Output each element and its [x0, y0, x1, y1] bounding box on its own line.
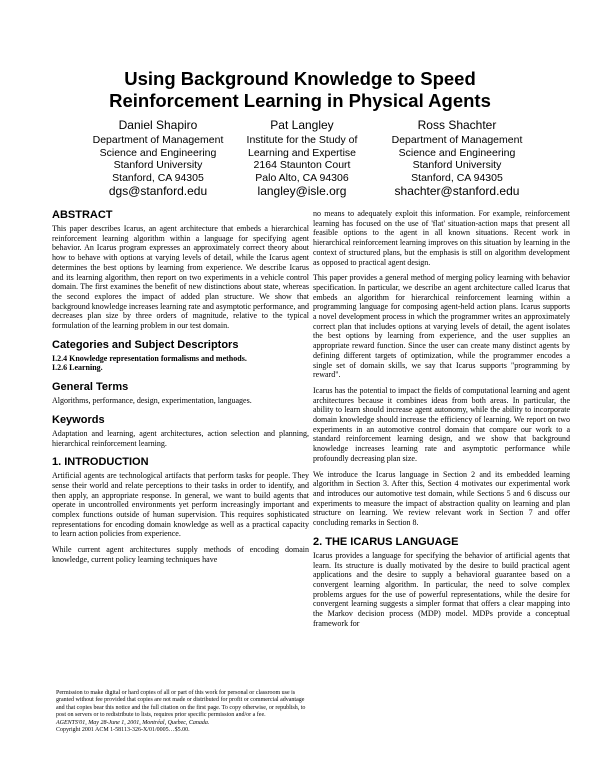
author-affiliation: Science and Engineering	[398, 146, 516, 159]
categories-heading: Categories and Subject Descriptors	[52, 338, 239, 351]
copyright-footnote	[56, 690, 306, 734]
title-line-1: Using Background Knowledge to Speed	[124, 68, 476, 89]
introduction-heading: 1. INTRODUCTION	[52, 456, 149, 469]
venue-text: AGENTS'01, May 28-June 1, 2001, Montréal, Quebec, Canada.	[56, 719, 210, 726]
author-affiliation: Stanford University	[113, 159, 203, 171]
keywords-heading: Keywords	[52, 413, 105, 426]
category-item: I.2.4 Knowledge representation formalisms and methods.	[52, 353, 247, 363]
author-affiliation: Department of Management	[391, 134, 523, 146]
intro-paragraph: Artificial agents are technological artifacts that perform tasks for people. They sense their world and relate perceptions to their tasks in order to identify, and then apply, an appropriate response. In general, we want to build agents that operate in uncontrolled environments yet perform increasingly important and complex functions outside of human supervision. This requires sophisticated representations for encoding domain knowledge as well as a practical capacity to learn action policies from experience.	[52, 471, 309, 539]
author-address: Palo Alto, CA 94306	[255, 171, 349, 184]
right-column	[313, 209, 570, 634]
body-paragraph: Icarus has the potential to impact the fields of computational learning and agent architectures because it combines ideas from both areas. In particular, the ability to learn should increase agent autonomy, while the ability to incorporate domain knowledge should increase the efficiency of learning. We report on two experiments in an automotive control domain that compare our work to a standard reinforcement learning design, and we show that background knowledge increases learning rate and asymptotic performance while profoundly decreasing plan size.	[313, 385, 570, 463]
left-column	[52, 209, 309, 571]
author-block-1	[88, 118, 228, 199]
author-address: Stanford, CA 94305	[112, 171, 204, 184]
body-paragraph: no means to adequately exploit this information. For example, reinforcement learning has focused on the use of 'flat' situation-action maps that present all feasible options to the agent in all known situations. Recent work in hierarchical reinforcement learning improves on this situation by learning in the context of structured plans, but the emphasis is still on algorithm development as opposed to practical agent design.	[313, 209, 570, 267]
author-affiliation: Learning and Expertise	[248, 146, 356, 159]
abstract-text: This paper describes Icarus, an agent architecture that embeds a hierarchical reinforcement learning algorithm within a language for specifying agent behavior. An Icarus program expresses an approximately correct theory about how to behave with options at varying levels of detail, while the Icarus agent determines the best options by learning from experience. We describe Icarus and its learning algorithm, then report on two experiments in a vehicle control domain. The first examines the benefit of new distinctions about state, whereas the second explores the impact of added plan structure. We show that background knowledge increases learning rate and asymptotic performance, and decreases plan size by three orders of magnitude, relative to the typical formulation of the learning problem in our test domain.	[52, 224, 310, 331]
author-email: dgs@stanford.edu	[108, 184, 208, 198]
author-email: shachter@stanford.edu	[394, 184, 520, 198]
general-terms-text: Algorithms, performance, design, experimentation, languages.	[52, 396, 252, 406]
paper-title	[0, 68, 600, 112]
general-terms-heading: General Terms	[52, 381, 129, 394]
title-line-2: Reinforcement Learning in Physical Agents	[109, 90, 491, 111]
author-block-3	[382, 118, 532, 199]
author-affiliation: Stanford University	[412, 159, 502, 171]
author-affiliation: Department of Management	[92, 134, 224, 146]
author-affiliation: Science and Engineering	[99, 146, 217, 159]
author-name: Pat Langley	[270, 118, 334, 132]
author-block-2	[232, 118, 372, 199]
copyright-text: Copyright 2001 ACM 1-58113-326-X/01/0005…$5.00.	[56, 727, 190, 734]
author-email: langley@isle.org	[257, 184, 347, 198]
body-paragraph: Icarus provides a language for specifying the behavior of artificial agents that learn. Its structure is dually motivated by the desire to build practical agent applications and the desire to supply a behavioral guarantee based on a convergent learning algorithm. In particular, the need to solve complex problems argues for the use of powerful representations, while the desire for convergent learning suggests a simpler format that offers a clear mapping into the Markov decision process (MDP) model. MDPs provide a conceptual framework for	[313, 550, 570, 628]
category-item: I.2.6 Learning.	[52, 363, 103, 373]
author-affiliation: 2164 Staunton Court	[253, 159, 351, 171]
permission-text: Permission to make digital or hard copies of all or part of this work for personal or classroom use is granted without fee provided that copies are not made or distributed for profit or commercial advantage and that copies bear this notice and the full citation on the first page. To copy otherwise, or republish, to post on servers or to redistribute to lists, requires prior specific permission and/or a fee.	[56, 690, 306, 719]
body-paragraph: This paper provides a general method of merging policy learning with behavior specification. In particular, we describe an agent architecture called Icarus that embeds an algorithm for hierarchical reinforcement learning within a programming language for composing agent-held action plans. Icarus supports a novel development process in which the programmer writes an approximately correct plan that includes options at varying levels of detail, the agent isolates the best options by learning from experience, and the user supplies an appropriate reward function. Since the user can create many distinct agents by defining different targets of optimization, while the programmer encodes a single set of domain skills, we say that Icarus supports "programming by reward".	[313, 273, 570, 380]
author-address: Stanford, CA 94305	[411, 171, 503, 184]
intro-paragraph: While current agent architectures supply methods of encoding domain knowledge, current policy learning techniques have	[52, 545, 309, 564]
abstract-heading: ABSTRACT	[52, 209, 113, 221]
author-name: Ross Shachter	[417, 118, 497, 132]
author-affiliation: Institute for the Study of	[246, 134, 358, 146]
author-name: Daniel Shapiro	[118, 118, 198, 132]
body-paragraph: We introduce the Icarus language in Section 2 and its embedded learning algorithm in Section 3. After this, Section 4 motivates our experimental work and introduces our automotive test domain, while Sections 5 and 6 discuss our experiments to measure the impact of abstraction quality on learning and plan structure on learning. We review relevant work in Section 7 and offer concluding remarks in Section 8.	[313, 469, 570, 528]
keywords-text: Adaptation and learning, agent architectures, action selection and planning, hierarchical reinforcement learning.	[52, 428, 309, 448]
section-2-heading: 2. THE ICARUS LANGUAGE	[313, 535, 459, 548]
